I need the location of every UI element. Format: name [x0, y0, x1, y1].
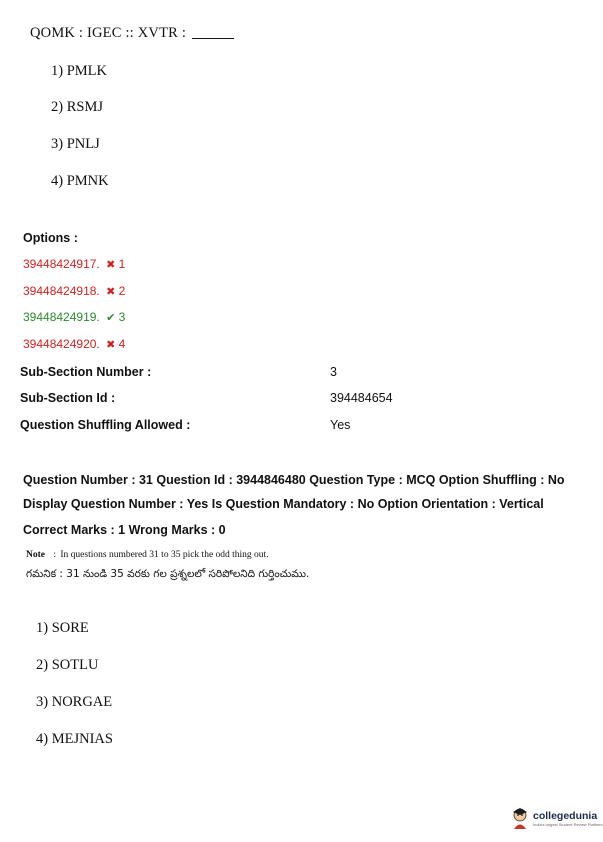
question-meta-line-1: Question Number : 31 Question Id : 3944846480 Question Type : MCQ Option Shuffling : No [23, 473, 565, 487]
q31-option-4 [36, 731, 113, 748]
option-text: PMLK [66, 63, 108, 79]
shuffle-value: Yes [330, 418, 351, 432]
q31-option-2 [36, 657, 98, 674]
collegedunia-logo [510, 806, 603, 830]
subsection-number-label: Sub-Section Number : [20, 365, 152, 379]
option-line-2 [23, 284, 125, 298]
option-id: 39448424920. [23, 337, 100, 351]
option-number: 1) [36, 620, 49, 636]
subsection-id-value: 394484654 [330, 391, 393, 405]
option-text: PNLJ [66, 136, 100, 152]
options-heading: Options : [23, 231, 78, 245]
logo-text-group [533, 810, 603, 827]
cross-icon: ✖ [106, 286, 116, 298]
prev-option-3 [51, 136, 100, 153]
option-label: 2 [118, 284, 126, 298]
option-number: 3) [36, 694, 49, 710]
note-telugu: గమనిక : 31 నుండి 35 వరకు గల ప్రశ్నలలో సరిపోలనిది గుర్తించుము. [26, 568, 310, 580]
q31-option-3 [36, 694, 112, 711]
note-text: In questions numbered 31 to 35 pick the odd thing out. [60, 550, 269, 560]
option-text: NORGAE [51, 694, 113, 710]
option-text: MEJNIAS [51, 731, 113, 747]
option-number: 4) [36, 731, 49, 747]
option-number: 4) [51, 173, 64, 189]
option-text: RSMJ [66, 99, 103, 115]
option-text: SORE [51, 620, 89, 636]
cross-icon: ✖ [106, 259, 116, 271]
question-prompt-text: QOMK : IGEC :: XVTR : [30, 25, 187, 41]
logo-name: collegedunia [533, 809, 598, 822]
note-separator: : [53, 550, 57, 560]
question-prompt [30, 25, 234, 42]
option-text: PMNK [66, 173, 109, 189]
subsection-number-value: 3 [330, 365, 337, 379]
subsection-id-label: Sub-Section Id : [20, 391, 116, 405]
option-number: 2) [51, 99, 64, 115]
option-text: SOTLU [51, 657, 99, 673]
option-line-1 [23, 257, 125, 271]
q31-option-1 [36, 620, 89, 637]
option-id: 39448424918. [23, 284, 100, 298]
option-line-4 [23, 337, 125, 351]
answer-blank [192, 26, 234, 39]
prev-option-4 [51, 173, 109, 190]
option-id: 39448424917. [23, 257, 100, 271]
shuffle-label: Question Shuffling Allowed : [20, 418, 191, 432]
question-meta-line-3: Correct Marks : 1 Wrong Marks : 0 [23, 523, 226, 537]
option-label: 4 [118, 337, 126, 351]
prev-option-1 [51, 63, 107, 80]
note-line [26, 550, 269, 560]
option-id: 39448424919. [23, 310, 100, 324]
option-label: 3 [118, 310, 126, 324]
cross-icon: ✖ [106, 339, 116, 351]
note-label: Note [26, 550, 45, 560]
option-label: 1 [118, 257, 126, 271]
check-icon: ✔ [106, 312, 116, 324]
option-line-3 [23, 310, 125, 324]
option-number: 2) [36, 657, 49, 673]
logo-tagline: India's largest Student Review Platform [533, 821, 603, 827]
option-number: 1) [51, 63, 64, 79]
option-number: 3) [51, 136, 64, 152]
prev-option-2 [51, 99, 103, 116]
mascot-icon [510, 806, 530, 830]
question-meta-line-2: Display Question Number : Yes Is Question Mandatory : No Option Orientation : Vertical [23, 497, 544, 511]
